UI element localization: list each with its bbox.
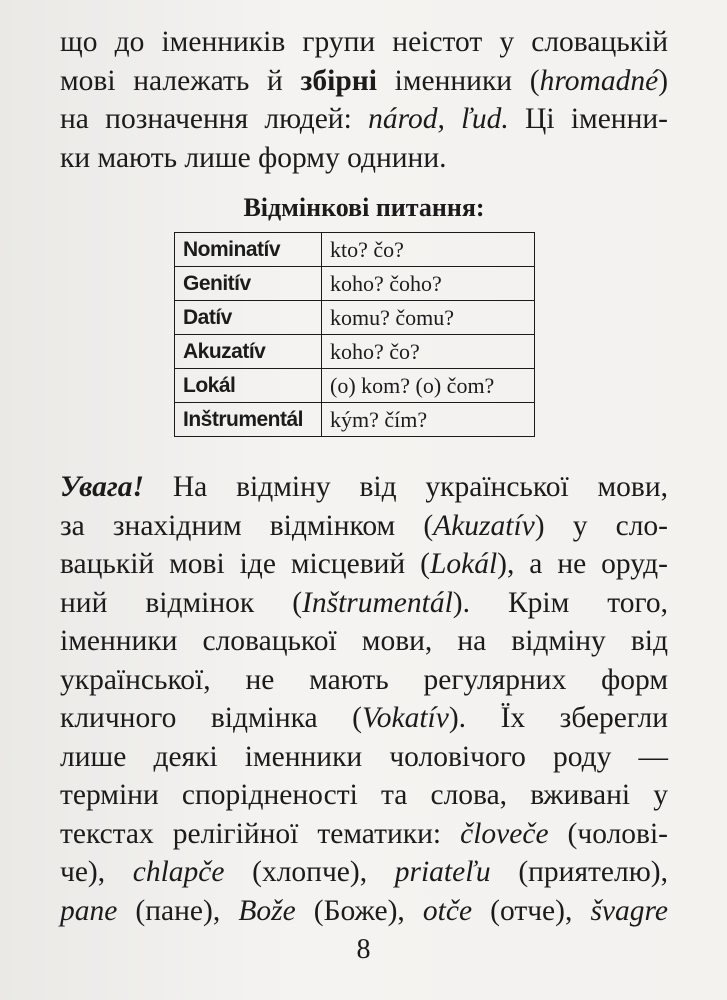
case-name-cell: Datív — [175, 301, 322, 335]
table-row — [175, 233, 535, 267]
table-row — [175, 403, 535, 437]
text-line: терміни спорідненості та слова, вживані у — [60, 779, 668, 811]
case-name-cell: Nominatív — [175, 233, 322, 267]
case-questions-table — [174, 232, 535, 437]
italic-term: švagre — [590, 894, 668, 927]
italic-term: Bože — [238, 894, 296, 927]
table-row — [175, 335, 535, 369]
italic-term: otče — [422, 894, 473, 927]
text-line: текстах релігійної тематики: človeče (чолові- — [60, 817, 668, 850]
page-number: 8 — [356, 934, 371, 965]
text-line: на позначення людей: národ, ľud. Ці іменни- — [60, 103, 668, 135]
italic-term: Inštrumentál — [302, 586, 453, 619]
text-line: іменники словацької мови, на відміну від — [60, 625, 668, 657]
italic-term: pane — [60, 894, 118, 927]
text-line: pane (пане), Bože (Боже), otče (отче), švagre — [60, 894, 668, 927]
italic-term: Akuzatív — [433, 509, 535, 542]
case-questions-cell: kto? čo? — [322, 233, 535, 267]
text-line: ки мають лише форму однини. — [60, 141, 447, 174]
italic-term: Vokatív — [362, 702, 449, 734]
text-line: ний відмінок (Inštrumentál). Крім того, — [60, 586, 668, 619]
case-questions-cell: koho? čoho? — [322, 267, 535, 301]
case-name-cell: Inštrumentál — [175, 403, 322, 437]
text-line: че), chlapče (хлопче), priateľu (приятелю), — [60, 856, 668, 888]
text-line: української, не мають регулярних форм — [60, 663, 668, 696]
case-questions-cell: kým? čím? — [322, 403, 535, 437]
case-name-cell: Akuzatív — [175, 335, 322, 369]
italic-term: človeče — [460, 817, 549, 850]
table-row — [175, 369, 535, 403]
text-line: мові належать й збірні іменники (hromadné) — [60, 64, 669, 97]
case-questions-cell: komu? čomu? — [322, 301, 535, 335]
case-questions-cell: koho? čo? — [322, 335, 535, 369]
table-row — [175, 301, 535, 335]
case-questions-cell: (o) kom? (o) čom? — [322, 369, 535, 403]
note-paragraph — [60, 468, 668, 930]
italic-term: národ, ľud. — [368, 103, 509, 135]
italic-term: priateľu — [394, 856, 491, 888]
table-heading: Відмінкові питання: — [243, 193, 485, 222]
italic-term: Lokál — [429, 548, 498, 580]
case-name-cell: Lokál — [175, 369, 322, 403]
text-line: вацькій мові іде місцевий (Lokál), а не оруд- — [60, 548, 668, 580]
case-name-cell: Genitív — [175, 267, 322, 301]
intro-paragraph — [60, 23, 668, 177]
italic-term: hromadné — [539, 64, 659, 97]
text-line: кличного відмінка (Vokatív). Їх зберегли — [60, 702, 669, 734]
text-line: Увага! На відміну від української мови, — [60, 471, 668, 503]
text-line: що до іменників групи неістот у словацькій — [60, 26, 668, 58]
table-row — [175, 267, 535, 301]
text-line: лише деякі іменники чоловічого роду — — [60, 740, 668, 773]
italic-term: chlapče — [132, 856, 225, 888]
text-line: за знахідним відмінком (Akuzatív) у сло- — [60, 509, 668, 542]
attention-label: Увага! — [60, 471, 144, 503]
bold-term: збірні — [300, 64, 377, 97]
